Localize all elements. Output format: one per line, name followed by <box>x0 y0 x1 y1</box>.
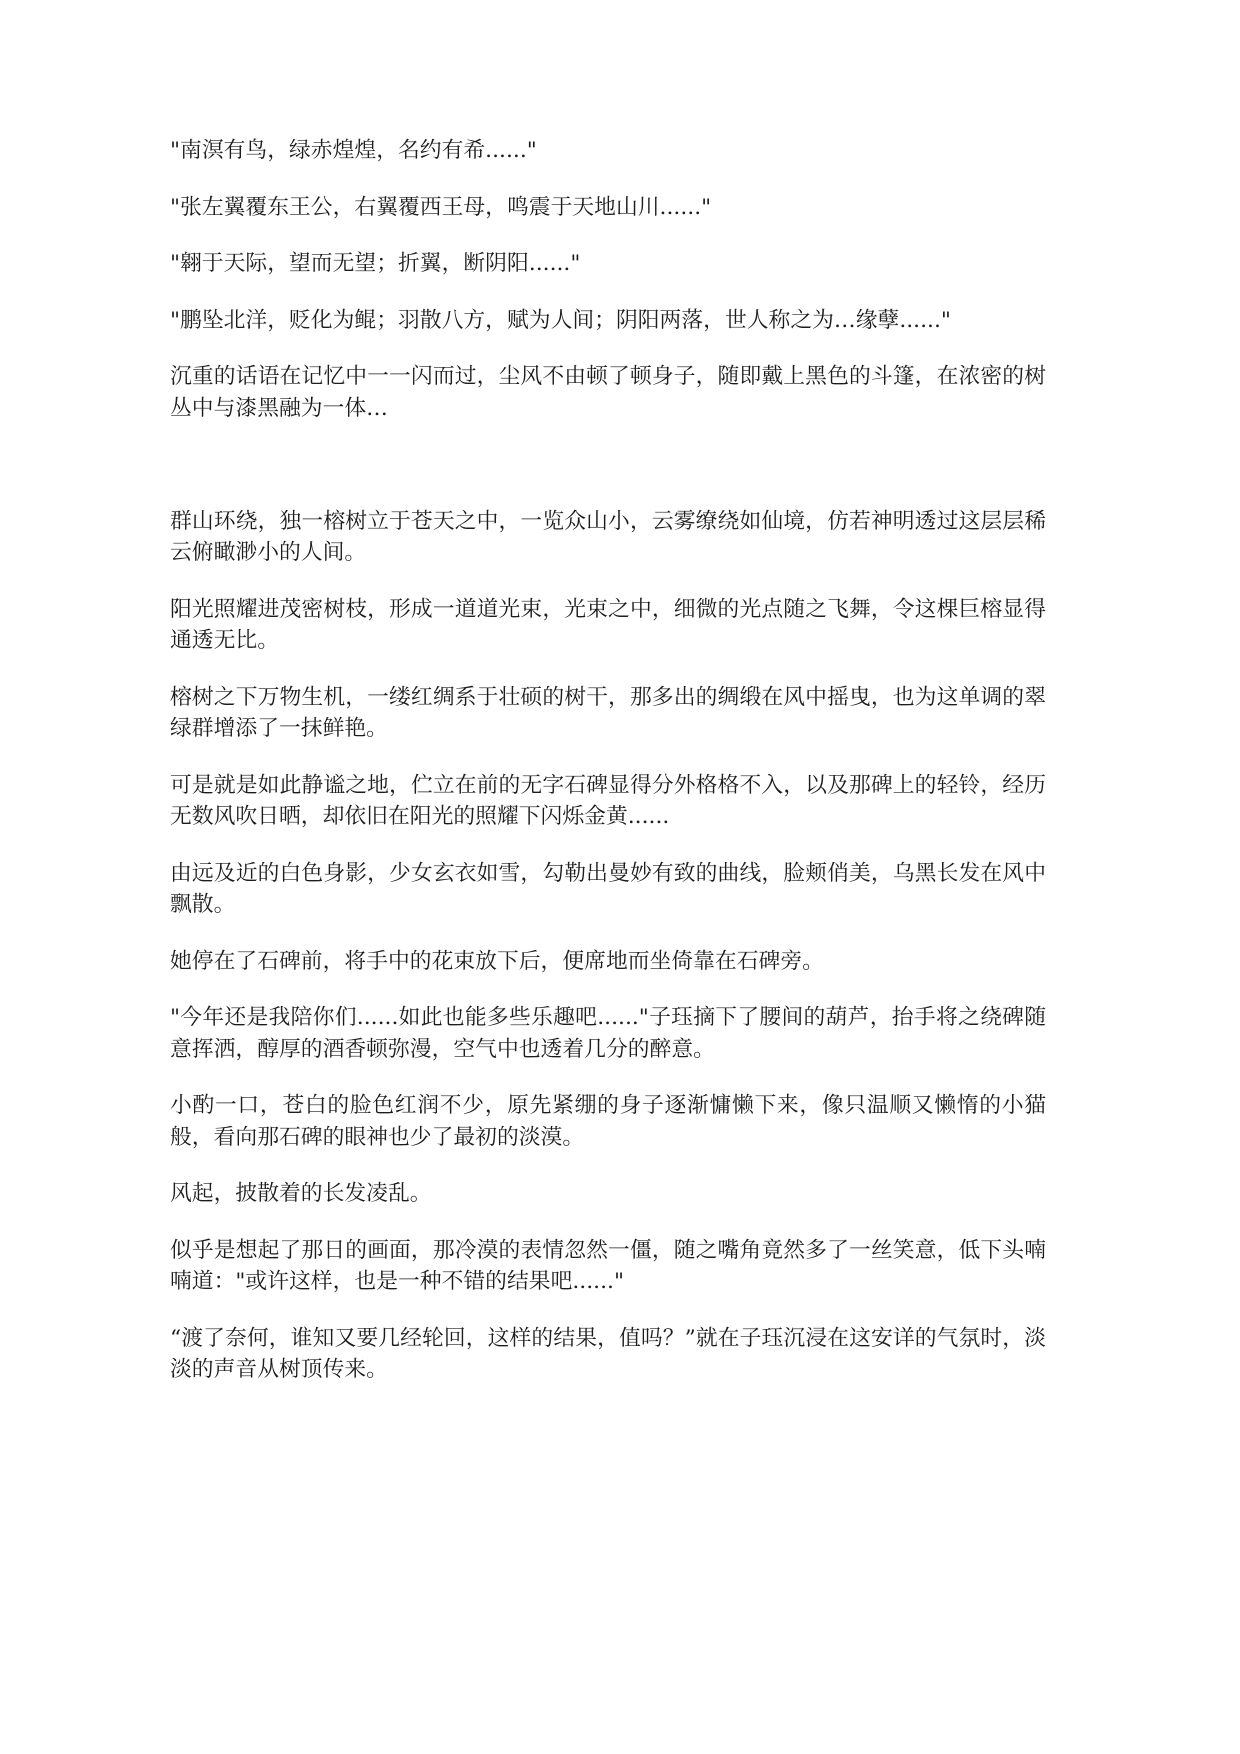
body-paragraph: 阳光照耀进茂密树枝，形成一道道光束，光束之中，细微的光点随之飞舞，令这棵巨榕显得通透无比。 <box>170 596 1046 653</box>
body-paragraph: "今年还是我陪你们......如此也能多些乐趣吧......"子珏摘下了腰间的葫芦，抬手将之绕碑随意挥洒，醇厚的酒香顿弥漫，空气中也透着几分的醉意。 <box>170 1005 1046 1062</box>
body-paragraph: 榕树之下万物生机，一缕红绸系于壮硕的树干，那多出的绸缎在风中摇曳，也为这单调的翠绿群增添了一抹鲜艳。 <box>170 684 1046 741</box>
body-paragraph: 可是就是如此静谧之地，伫立在前的无字石碑显得分外格格不入，以及那碑上的轻铃，经历无数风吹日晒，却依旧在阳光的照耀下闪烁金黄...... <box>170 772 1046 829</box>
prologue-paragraph: 沉重的话语在记忆中一一闪而过，尘风不由顿了顿身子，随即戴上黑色的斗篷，在浓密的树丛中与漆黑融为一体… <box>170 364 1046 421</box>
body-paragraph: “渡了奈何，谁知又要几经轮回，这样的结果，值吗？”就在子珏沉浸在这安详的气氛时，淡淡的声音从树顶传来。 <box>170 1325 1046 1382</box>
body-paragraph: 小酌一口，苍白的脸色红润不少，原先紧绷的身子逐渐慵懒下来，像只温顺又懒惰的小猫般，看向那石碑的眼神也少了最初的淡漠。 <box>170 1093 1046 1150</box>
body-paragraph: 群山环绕，独一榕树立于苍天之中，一览众山小，云雾缭绕如仙境，仿若神明透过这层层稀云俯瞰渺小的人间。 <box>170 508 1046 565</box>
body-paragraph: 她停在了石碑前，将手中的花束放下后，便席地而坐倚靠在石碑旁。 <box>170 948 824 974</box>
body-paragraph: 由远及近的白色身影，少女玄衣如雪，勾勒出曼妙有致的曲线，脸颊俏美，乌黑长发在风中飘散。 <box>170 860 1046 917</box>
prologue-paragraph: "鹏坠北洋，贬化为鲲；羽散八方，赋为人间；阴阳两落，世人称之为…缘孽......" <box>170 307 951 333</box>
document-body <box>170 135 1046 1411</box>
body-paragraph: 似乎是想起了那日的画面，那冷漠的表情忽然一僵，随之嘴角竟然多了一丝笑意，低下头喃喃道："或许这样，也是一种不错的结果吧......" <box>170 1237 1046 1294</box>
prologue-paragraph: "翱于天际，望而无望；折翼，断阴阳......" <box>170 251 581 276</box>
body-paragraph: 风起，披散着的长发凌乱。 <box>170 1181 432 1206</box>
prologue-paragraph: "张左翼覆东王公，右翼覆西王母，鸣震于天地山川......" <box>170 194 712 220</box>
blank-line <box>170 449 1046 481</box>
prologue-paragraph: "南溟有鸟，绿赤煌煌，名约有希......" <box>170 138 537 163</box>
